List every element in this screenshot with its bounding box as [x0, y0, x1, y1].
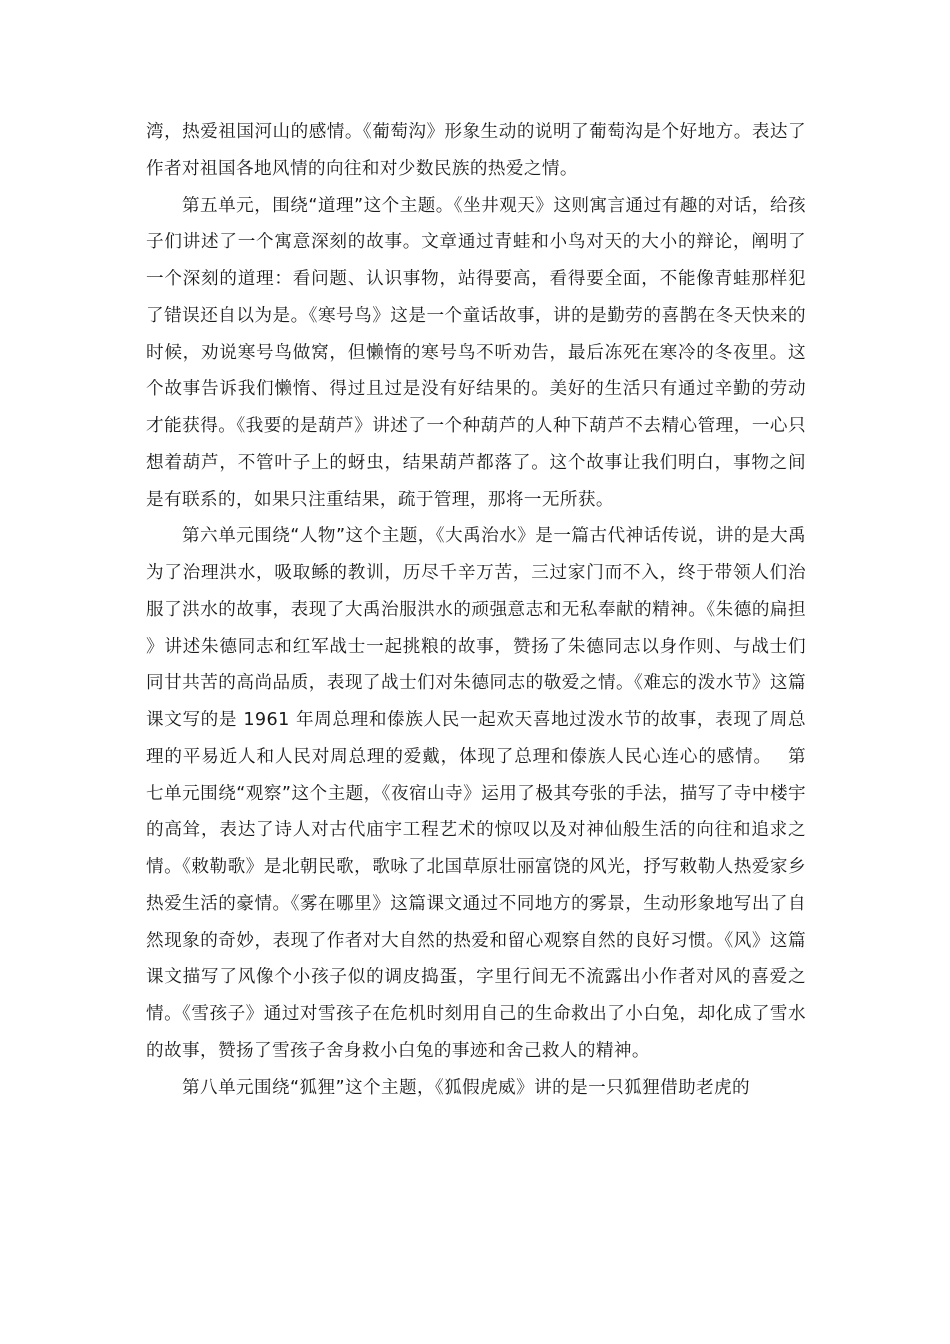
paragraph-unit-6-7: 第六单元围绕“人物”这个主题，《大禹治水》是一篇古代神话传说，讲的是大禹为了治理洪水，吸取鲧的教训，历尽千辛万苦，三过家门而不入，终于带领人们治服了洪水的故事，表现了大禹治服洪水的顽强意志和无私奉献的精神。《朱德的扁担》讲述朱德同志和红军战士一起挑粮的故事，赞扬了朱德同志以身作则、与战士们同甘共苦的高尚品质，表现了战士们对朱德同志的敬爱之情。《难忘的泼水节》这篇课文写的是 1961 年周总理和傣族人民一起欢天喜地过泼水节的故事，表现了周总理的平易近人和人民对周总理的爱戴，体现了总理和傣族人民心连心的感情。 第七单元围绕“观察”这个主题，《夜宿山寺》运用了极其夸张的手法，描写了寺中楼宇的高耸，表达了诗人对古代庙宇工程艺术的惊叹以及对神仙般生活的向往和追求之情。《敕勒歌》是北朝民歌，歌咏了北国草原壮丽富饶的风光，抒写敕勒人热爱家乡热爱生活的豪情。《雾在哪里》这篇课文通过不同地方的雾景，生动形象地写出了自然现象的奇妙，表现了作者对大自然的热爱和留心观察自然的良好习惯。《风》这篇课文描写了风像个小孩子似的调皮捣蛋，字里行间无不流露出小作者对风的喜爱之情。《雪孩子》通过对雪孩子在危机时刻用自己的生命救出了小白兔，却化成了雪水的故事，赞扬了雪孩子舍身救小白兔的事迹和舍己救人的精神。 [146, 526, 806, 1061]
paragraph-unit-5: 第五单元，围绕“道理”这个主题。《坐井观天》这则寓言通过有趣的对话，给孩子们讲述了一个寓意深刻的故事。文章通过青蛙和小鸟对天的大小的辩论，阐明了一个深刻的道理：看问题、认识事物，站得要高，看得要全面，不能像青蛙那样犯了错误还自以为是。《寒号鸟》这是一个童话故事，讲的是勤劳的喜鹊在冬天快来的时候，劝说寒号鸟做窝，但懒惰的寒号鸟不听劝告，最后冻死在寒冷的冬夜里。这个故事告诉我们懒惰、得过且过是没有好结果的。美好的生活只有通过辛勤的劳动才能获得。《我要的是葫芦》讲述了一个种葫芦的人种下葫芦不去精心管理，一心只想着葫芦，不管叶子上的蚜虫，结果葫芦都落了。这个故事让我们明白，事物之间是有联系的，如果只注重结果，疏于管理，那将一无所获。 [146, 195, 806, 510]
paragraph-unit-4-end: 湾，热爱祖国河山的感情。《葡萄沟》形象生动的说明了葡萄沟是个好地方。表达了作者对祖国各地风情的向往和对少数民族的热爱之情。 [146, 122, 806, 179]
paragraph-unit-8: 第八单元围绕“狐狸”这个主题，《狐假虎威》讲的是一只狐狸借助老虎的 [182, 1077, 751, 1098]
body-text [146, 114, 806, 1106]
